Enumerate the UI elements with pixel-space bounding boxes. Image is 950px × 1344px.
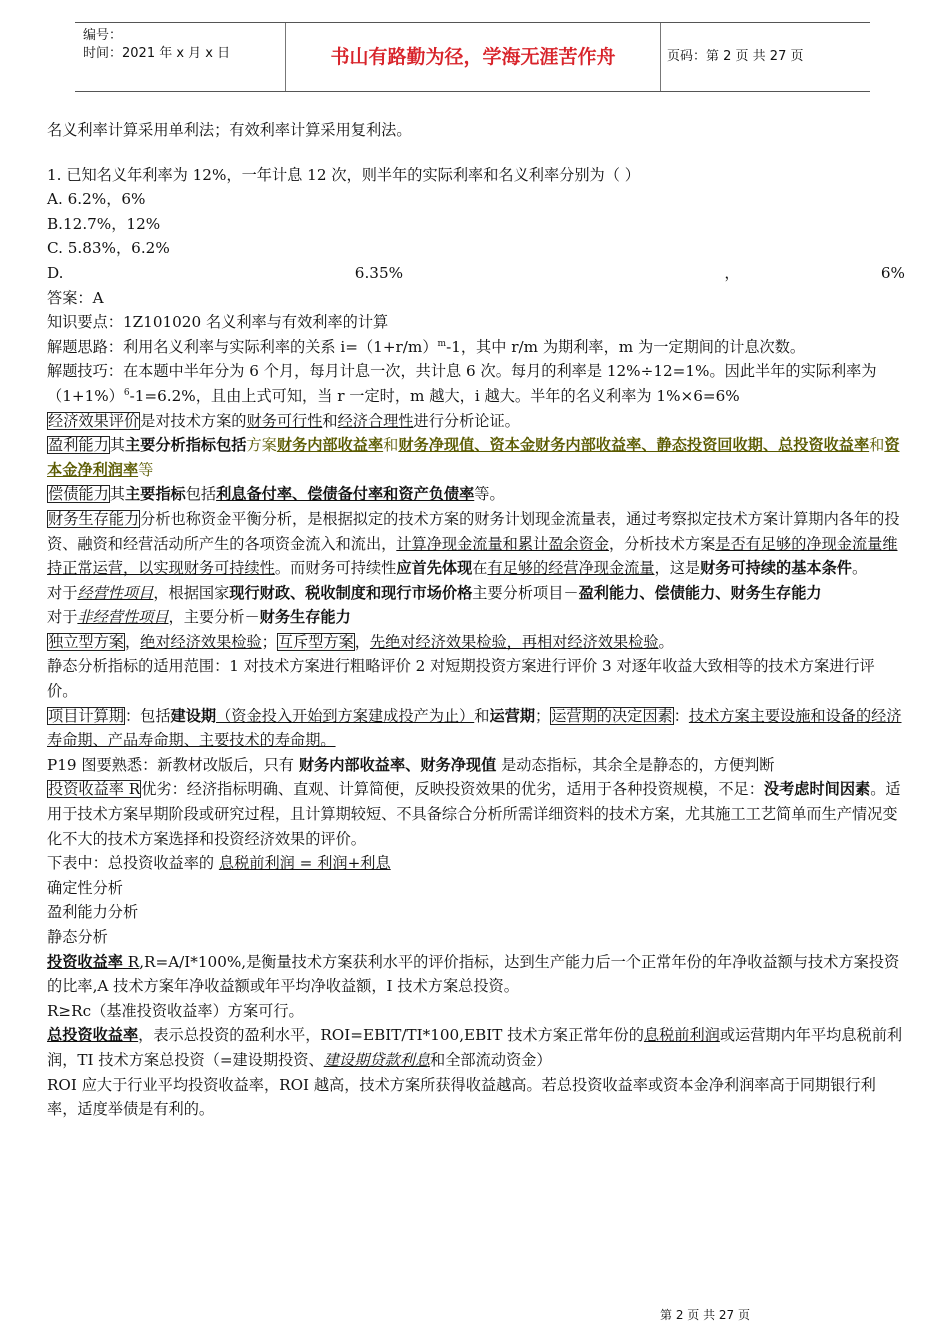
solution-idea: 解题思路：利用名义利率与实际利率的关系 $i=(1+r/m)^m-1$，其中 r/m 为期利率，m 为一定期间的计息次数。: [47, 337, 806, 356]
non-operating-project: 对于非经营性项目，主要分析－财务生存能力: [47, 608, 351, 627]
option-d-value-2: 6%: [880, 263, 905, 282]
header-page-info: 页码：第 2 页 共 27 页: [667, 49, 804, 64]
plan-types: 独立型方案，绝对经济效果检验；互斥型方案，先绝对经济效果检验，再相对经济效果检验。: [48, 632, 674, 651]
profitability: 盈利能力其主要分析指标包括方案财务内部收益率和财务净现值、资本金财务内部收益率、静态投资回收期、总投资收益率和资本金净利润率等: [47, 436, 900, 479]
header-code: 编号：: [83, 28, 123, 43]
roi-criterion: R≥Rc（基准投资收益率）方案可行。: [47, 1001, 304, 1020]
financial-survival: 财务生存能力分析也称资金平衡分析，是根据拟定的技术方案的财务计划现金流量表，通过考察拟定技术方案计算期内各年的投资、融资和经营活动所产生的各项资金流入和流出，计算净现金流量和累计盈余资金，分析技术方案是否有足够的净现金流量维持正常运营，以实现财务可持续性。而财务可持续性应首先体现在有足够的经营净现金流量，这是财务可持续的基本条件。: [47, 509, 900, 578]
header-time: 时间：2021 年 x 月 x 日: [83, 46, 231, 61]
option-d-label: D.: [47, 263, 64, 282]
static-analysis: 静态分析: [47, 928, 108, 946]
project-period: 项目计算期：包括建设期（资金投入开始到方案建成投产为止）和运营期；运营期的决定因素：技术方案主要设施和设备的经济寿命期、产品寿命期、主要技术的寿命期。: [47, 706, 902, 750]
header-motto: 书山有路勤为径，学海无涯苦作舟: [285, 23, 661, 91]
solvency: 偿债能力其主要指标包括利息备付率、偿债备付率和资产负债率等。: [48, 485, 505, 504]
question-1: 1. 已知名义年利率为 12%，一年计息 12 次，则半年的实际利率和名义利率分别为（ ）: [47, 165, 640, 184]
deterministic-analysis: 确定性分析: [47, 878, 123, 897]
roi-pros-cons: 投资收益率 R优劣：经济指标明确、直观、计算简便，反映投资效果的优劣，适用于各种投资规模，不足：没考虑时间因素。适用于技术方案早期阶段或研究过程，且计算期较短、不具备综合分析所需详细资料的技术方案，尤其施工工艺简单而生产情况变化不大的技术方案选择和投资经济效果的评价。: [47, 780, 901, 848]
option-d-sep: ，: [724, 263, 740, 282]
option-a: A. 6.2%，6%: [47, 190, 146, 209]
total-roi: 总投资收益率，表示总投资的盈利水平，ROI=EBIT/TI*100,EBIT 技术方案正常年份的息税前利润或运营期内年平均息税前利润，TI 技术方案总投资（=建设期投资、建设期贷款利息和全部流动资金）: [47, 1026, 903, 1069]
answer: 答案：A: [47, 288, 104, 307]
document-body: [47, 118, 905, 1122]
ebit-note: 下表中：总投资收益率的 息税前利润 = 利润+利息: [47, 854, 391, 873]
option-b: B.12.7%，12%: [47, 214, 161, 233]
roi-definition: 投资收益率 R,R=A/I*100%,是衡量技术方案获利水平的评价指标，达到生产能力后一个正常年份的年净收益额与技术方案投资的比率,A 技术方案年净收益额或年平均净收益额，I 技术方案总投资。: [47, 952, 900, 996]
roi-conclusion: ROI 应大于行业平均投资收益率，ROI 越高，技术方案所获得收益越高。若总投资收益率或资本金净利润率高于同期银行利率，适度举债是有利的。: [47, 1075, 876, 1119]
page-footer: 第 2 页 共 27 页: [660, 1308, 750, 1322]
profit-analysis: 盈利能力分析: [47, 903, 139, 922]
option-c: C. 5.83%，6.2%: [47, 239, 170, 258]
header-meta: [75, 23, 283, 91]
p19-note: P19 图要熟悉：新教材改版后，只有 财务内部收益率、财务净现值 是动态指标，其余全是静态的，方便判断: [47, 755, 775, 774]
option-d-value-1: 6.35%: [354, 263, 404, 282]
page-header: [75, 22, 870, 92]
operating-project: 对于经营性项目，根据国家现行财政、税收制度和现行市场价格主要分析项目－盈利能力、偿债能力、财务生存能力: [47, 583, 822, 602]
knowledge-point: 知识要点：1Z101020 名义利率与有效利率的计算: [47, 313, 389, 332]
solution-tip: 解题技巧：在本题中半年分为 6 个月，每月计息一次，共计息 6 次。每月的利率是 12%÷12=1%。因此半年的实际利率为$(1+1\%)^6-1=6.2\%$，且由上式可知，当 r 一定时，m 越大，i 越大。半年的名义利率为 1%×6=6%: [47, 362, 877, 405]
static-indicator-scope: 静态分析指标的适用范围：1 对技术方案进行粗略评价 2 对短期投资方案进行评价 3 对逐年收益大致相等的技术方案进行评价。: [47, 657, 875, 701]
intro-line: 名义利率计算采用单利法；有效利率计算采用复利法。: [47, 121, 412, 139]
option-d: [47, 261, 905, 286]
economic-evaluation: 经济效果评价是对技术方案的财务可行性和经济合理性进行分析论证。: [48, 411, 520, 430]
